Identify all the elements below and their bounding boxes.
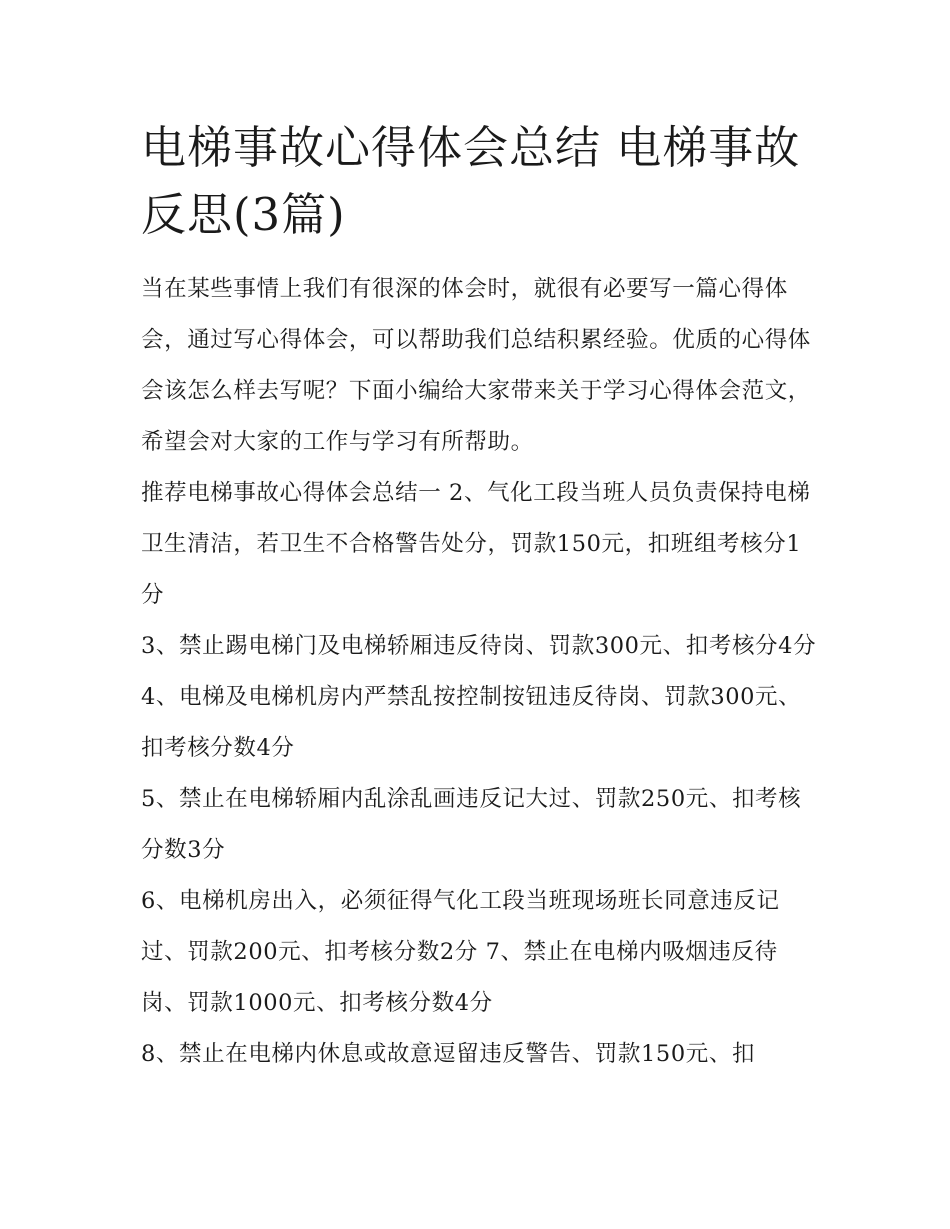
rule-paragraph-3-4: 3、禁止踢电梯门及电梯轿厢违反待岗、罚款300元、扣考核分4分 4、电梯及电梯机房内严禁乱按控制按钮违反待岗、罚款300元、扣考核分数4分	[141, 633, 817, 761]
rule-paragraph-6-7: 6、电梯机房出入，必须征得气化工段当班现场班长同意违反记过、罚款200元、扣考核分数2分 7、禁止在电梯内吸烟违反待岗、罚款1000元、扣考核分数4分	[141, 888, 780, 1016]
document-title: 电梯事故心得体会总结 电梯事故反思(3篇)	[141, 121, 801, 241]
rule-paragraph-5: 5、禁止在电梯轿厢内乱涂乱画违反记大过、罚款250元、扣考核分数3分	[141, 786, 802, 863]
rule-paragraph-2: 推荐电梯事故心得体会总结一 2、气化工段当班人员负责保持电梯卫生清洁，若卫生不合格警告处分，罚款150元，扣班组考核分1分	[141, 480, 811, 608]
document-body	[141, 114, 821, 1080]
rule-paragraph-8: 8、禁止在电梯内休息或故意逗留违反警告、罚款150元、扣	[141, 1041, 756, 1067]
intro-paragraph: 当在某些事情上我们有很深的体会时，就很有必要写一篇心得体会，通过写心得体会，可以帮助我们总结积累经验。优质的心得体会该怎么样去写呢？下面小编给大家带来关于学习心得体会范文，希望会对大家的工作与学习有所帮助。	[141, 276, 811, 455]
